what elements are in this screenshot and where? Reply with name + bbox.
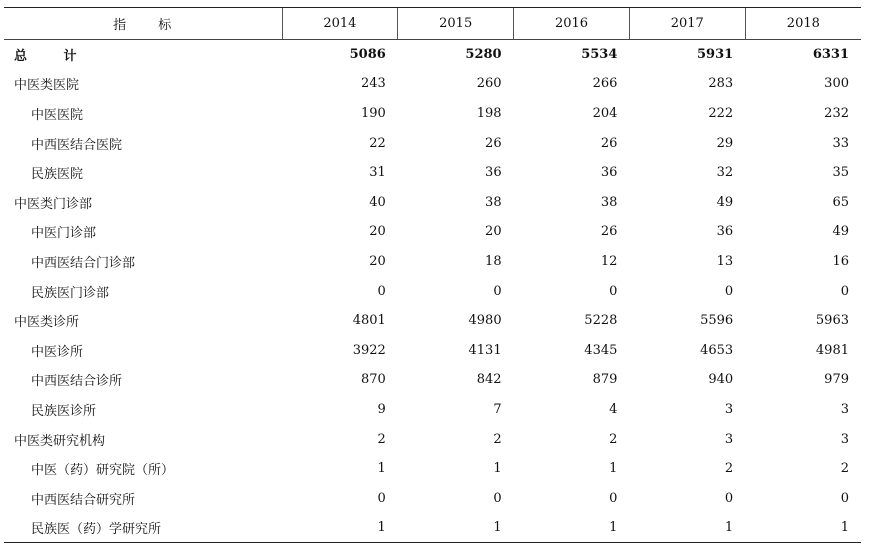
cell-value: 6331 xyxy=(812,47,849,63)
row-label: 中西医结合门诊部 xyxy=(31,255,136,271)
cell-value: 283 xyxy=(708,76,734,92)
table-row xyxy=(4,306,861,336)
row-label: 中医类诊所 xyxy=(14,315,80,331)
cell-value: 4980 xyxy=(468,313,502,329)
table-row xyxy=(4,513,861,543)
header-year: 2015 xyxy=(398,8,514,40)
table-row xyxy=(4,217,861,247)
row-label: 民族医门诊部 xyxy=(31,285,110,301)
cell-value: 2 xyxy=(724,461,734,477)
row-label: 总 计 xyxy=(14,49,93,65)
cell-value: 4653 xyxy=(700,342,734,358)
total-row xyxy=(4,40,861,70)
cell-value: 26 xyxy=(485,135,502,151)
cell-value: 5596 xyxy=(700,313,734,329)
cell-value: 12 xyxy=(600,253,618,269)
cell-value: 5280 xyxy=(465,47,502,63)
header-row xyxy=(4,8,861,40)
cell-value: 22 xyxy=(369,135,386,151)
cell-value: 0 xyxy=(609,283,618,299)
table-row xyxy=(4,395,861,425)
cell-value: 0 xyxy=(493,283,502,299)
cell-value: 4131 xyxy=(468,342,502,358)
cell-value: 842 xyxy=(476,372,502,388)
cell-value: 38 xyxy=(485,194,502,210)
cell-value: 870 xyxy=(360,372,386,388)
cell-value: 0 xyxy=(724,283,734,299)
header-year: 2017 xyxy=(629,8,745,40)
row-label: 民族医（药）学研究所 xyxy=(4,513,282,543)
table-row xyxy=(4,99,861,129)
cell-value: 940 xyxy=(708,372,734,388)
cell-value: 49 xyxy=(832,224,849,240)
cell-value: 5931 xyxy=(697,47,734,63)
row-label: 中西医结合研究所 xyxy=(31,492,136,508)
cell-value: 190 xyxy=(360,105,386,121)
row-label: 中医类研究机构 xyxy=(14,433,106,449)
cell-value: 49 xyxy=(716,194,734,210)
cell-value: 1 xyxy=(745,513,861,543)
row-label: 中医医院 xyxy=(31,107,84,123)
cell-value: 5534 xyxy=(581,47,618,63)
cell-value: 26 xyxy=(600,224,618,240)
cell-value: 0 xyxy=(493,490,502,506)
table-row xyxy=(4,335,861,365)
cell-value: 1 xyxy=(609,461,618,477)
cell-value: 9 xyxy=(377,401,386,417)
cell-value: 31 xyxy=(369,165,386,181)
cell-value: 266 xyxy=(592,76,618,92)
header-year: 2014 xyxy=(282,8,398,40)
row-label: 民族医诊所 xyxy=(31,403,97,419)
cell-value: 1 xyxy=(514,513,630,543)
cell-value: 26 xyxy=(600,135,618,151)
cell-value: 1 xyxy=(629,513,745,543)
row-label: 中医门诊部 xyxy=(31,226,97,242)
table-row xyxy=(4,276,861,306)
cell-value: 36 xyxy=(716,224,734,240)
header-year: 2016 xyxy=(514,8,630,40)
cell-value: 18 xyxy=(485,253,502,269)
cell-value: 3 xyxy=(724,401,734,417)
cell-value: 5086 xyxy=(349,47,386,63)
row-label: 中医诊所 xyxy=(31,344,84,360)
cell-value: 198 xyxy=(476,105,502,121)
cell-value: 29 xyxy=(716,135,734,151)
table-row xyxy=(4,454,861,484)
cell-value: 260 xyxy=(476,76,502,92)
cell-value: 0 xyxy=(377,490,386,506)
cell-value: 36 xyxy=(600,165,618,181)
cell-value: 35 xyxy=(832,165,849,181)
table-body xyxy=(4,40,861,543)
cell-value: 5228 xyxy=(584,313,618,329)
cell-value: 20 xyxy=(369,224,386,240)
cell-value: 36 xyxy=(485,165,502,181)
cell-value: 16 xyxy=(832,253,849,269)
cell-value: 5963 xyxy=(815,313,849,329)
cell-value: 1 xyxy=(282,513,398,543)
row-label: 中医（药）研究院（所） xyxy=(31,463,175,479)
cell-value: 2 xyxy=(493,431,502,447)
cell-value: 0 xyxy=(377,283,386,299)
cell-value: 3 xyxy=(840,401,849,417)
cell-value: 222 xyxy=(708,105,734,121)
header-year: 2018 xyxy=(745,8,861,40)
cell-value: 1 xyxy=(493,461,502,477)
table-row xyxy=(4,187,861,217)
table-row xyxy=(4,365,861,395)
cell-value: 2 xyxy=(377,431,386,447)
cell-value: 232 xyxy=(824,105,849,121)
header-indicator: 指 标 xyxy=(4,8,282,40)
cell-value: 65 xyxy=(832,194,849,210)
table-row xyxy=(4,158,861,188)
cell-value: 0 xyxy=(840,283,849,299)
cell-value: 204 xyxy=(592,105,618,121)
cell-value: 4801 xyxy=(352,313,386,329)
row-label: 中医类门诊部 xyxy=(14,196,93,212)
cell-value: 3922 xyxy=(352,342,386,358)
cell-value: 0 xyxy=(724,490,734,506)
row-label: 民族医院 xyxy=(31,167,84,183)
cell-value: 4 xyxy=(609,401,618,417)
cell-value: 243 xyxy=(360,76,386,92)
cell-value: 4981 xyxy=(815,342,849,358)
cell-value: 38 xyxy=(600,194,618,210)
cell-value: 3 xyxy=(724,431,734,447)
cell-value: 2 xyxy=(609,431,618,447)
cell-value: 300 xyxy=(824,76,849,92)
cell-value: 13 xyxy=(716,253,734,269)
cell-value: 1 xyxy=(377,461,386,477)
cell-value: 4345 xyxy=(584,342,618,358)
cell-value: 20 xyxy=(369,253,386,269)
cell-value: 7 xyxy=(493,401,502,417)
cell-value: 879 xyxy=(592,372,618,388)
table-row xyxy=(4,247,861,277)
cell-value: 2 xyxy=(840,461,849,477)
cell-value: 0 xyxy=(840,490,849,506)
cell-value: 3 xyxy=(840,431,849,447)
cell-value: 0 xyxy=(609,490,618,506)
cell-value: 40 xyxy=(369,194,386,210)
statistics-table xyxy=(4,7,861,543)
cell-value: 20 xyxy=(485,224,502,240)
cell-value: 979 xyxy=(824,372,849,388)
table-row xyxy=(4,69,861,99)
cell-value: 1 xyxy=(398,513,514,543)
row-label: 中西医结合医院 xyxy=(31,137,123,153)
row-label: 中西医结合诊所 xyxy=(31,374,123,390)
table-row xyxy=(4,483,861,513)
row-label: 中医类医院 xyxy=(14,78,80,94)
cell-value: 32 xyxy=(716,165,734,181)
table-row xyxy=(4,424,861,454)
table-row xyxy=(4,128,861,158)
cell-value: 33 xyxy=(832,135,849,151)
